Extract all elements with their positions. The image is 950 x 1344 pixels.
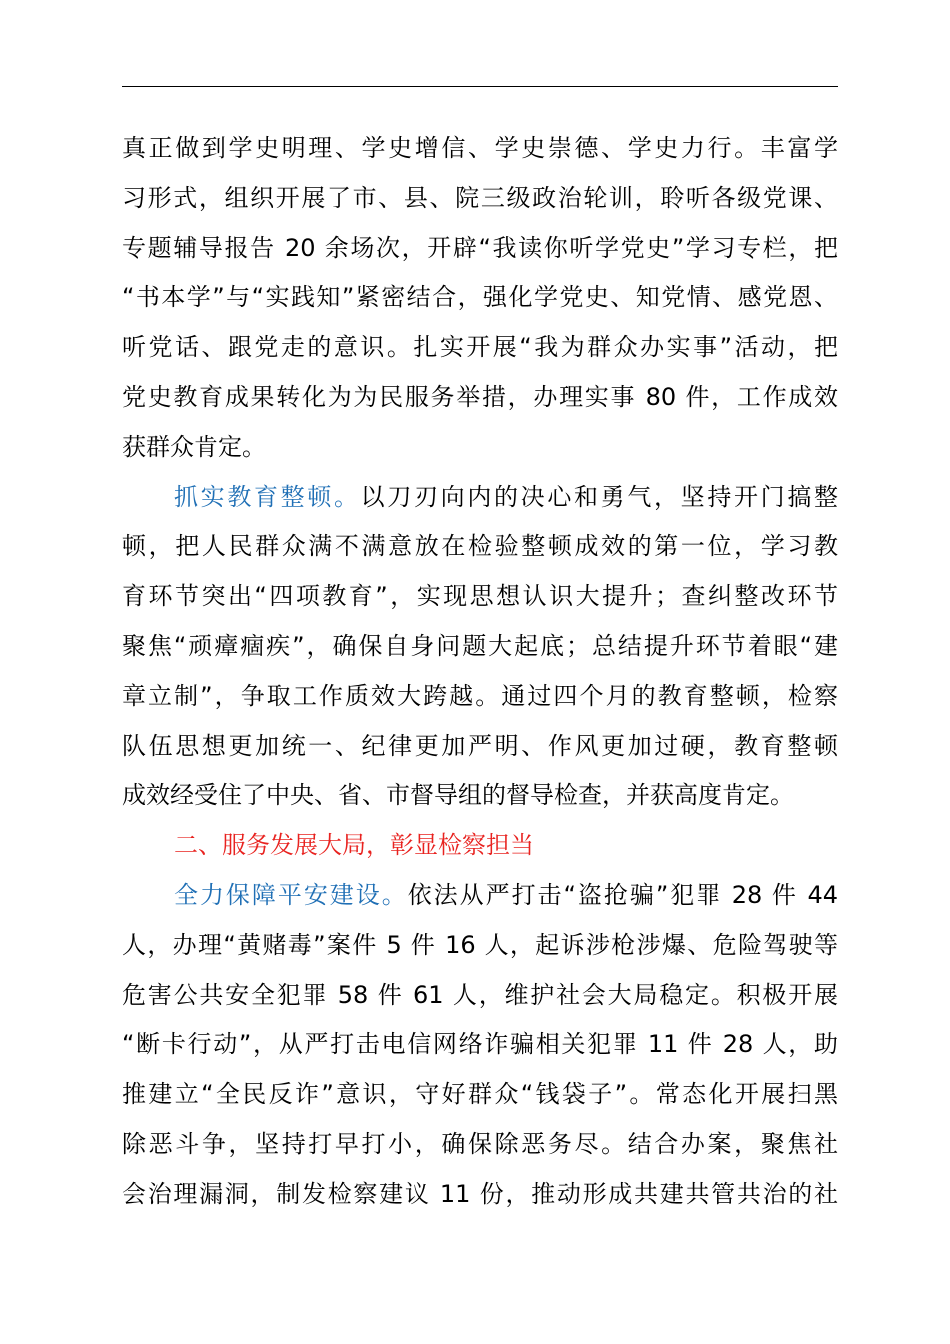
text-run: 依法从严打击“盗抢骗”犯罪 28 件 44 <box>407 880 838 909</box>
text-line: 专题辅导报告 20 余场次，开辟“我读你听学党史”学习专栏，把 <box>122 233 838 262</box>
text-line: 队伍思想更加统一、纪律更加严明、作风更加过硬，教育整顿 <box>122 731 838 760</box>
text-line: 危害公共安全犯罪 58 件 61 人，维护社会大局稳定。积极开展 <box>122 980 838 1009</box>
document-body <box>122 124 838 1220</box>
text-line: 章立制”，争取工作质效大跨越。通过四个月的教育整顿，检察 <box>122 681 838 710</box>
text-line: 除恶斗争，坚持打早打小，确保除恶务尽。结合办案，聚焦社 <box>122 1129 838 1158</box>
text-line: 顿，把人民群众满不满意放在检验整顿成效的第一位，学习教 <box>122 532 838 561</box>
text-line: 习形式，组织开展了市、县、院三级政治轮训，聆听各级党课、 <box>122 183 838 212</box>
text-line: 人，办理“黄赌毒”案件 5 件 16 人，起诉涉枪涉爆、危险驾驶等 <box>122 930 838 959</box>
header-rule <box>122 86 838 87</box>
text-line: 听党话、跟党走的意识。扎实开展“我为群众办实事”活动，把 <box>122 333 838 362</box>
paragraph-study-history <box>122 124 838 473</box>
section-heading: 二、服务发展大局，彰显检察担当 <box>174 831 534 860</box>
text-line: 育环节突出“四项教育”，实现思想认识大提升；查纠整改环节 <box>122 582 838 611</box>
text-line: 聚焦“顽瘴痼疾”，确保自身问题大起底；总结提升环节着眼“建 <box>122 631 838 660</box>
text-line <box>122 473 838 523</box>
paragraph-education-rectification <box>122 473 838 822</box>
text-run: 以刀刃向内的决心和勇气，坚持开门搞整 <box>360 482 838 511</box>
text-line: 党史教育成果转化为为民服务举措，办理实事 80 件，工作成效 <box>122 382 838 411</box>
text-line: “书本学”与“实践知”紧密结合，强化学党史、知党情、感党恩、 <box>122 283 838 312</box>
text-line: 推建立“全民反诈”意识，守好群众“钱袋子”。常态化开展扫黑 <box>122 1080 838 1109</box>
paragraph-safety-construction <box>122 871 838 1220</box>
text-line <box>122 871 838 921</box>
paragraph-lead: 抓实教育整顿。 <box>174 482 361 511</box>
text-line: 成效经受住了中央、省、市督导组的督导检查，并获高度肯定。 <box>122 781 794 810</box>
paragraph-lead: 全力保障平安建设。 <box>174 880 408 909</box>
text-line: 真正做到学史明理、学史增信、学史崇德、学史力行。丰富学 <box>122 134 838 162</box>
text-line: 会治理漏洞，制发检察建议 11 份，推动形成共建共管共治的社 <box>122 1179 838 1208</box>
text-line: “断卡行动”，从严打击电信网络诈骗相关犯罪 11 件 28 人，助 <box>122 1030 838 1059</box>
text-line: 获群众肯定。 <box>122 432 266 461</box>
